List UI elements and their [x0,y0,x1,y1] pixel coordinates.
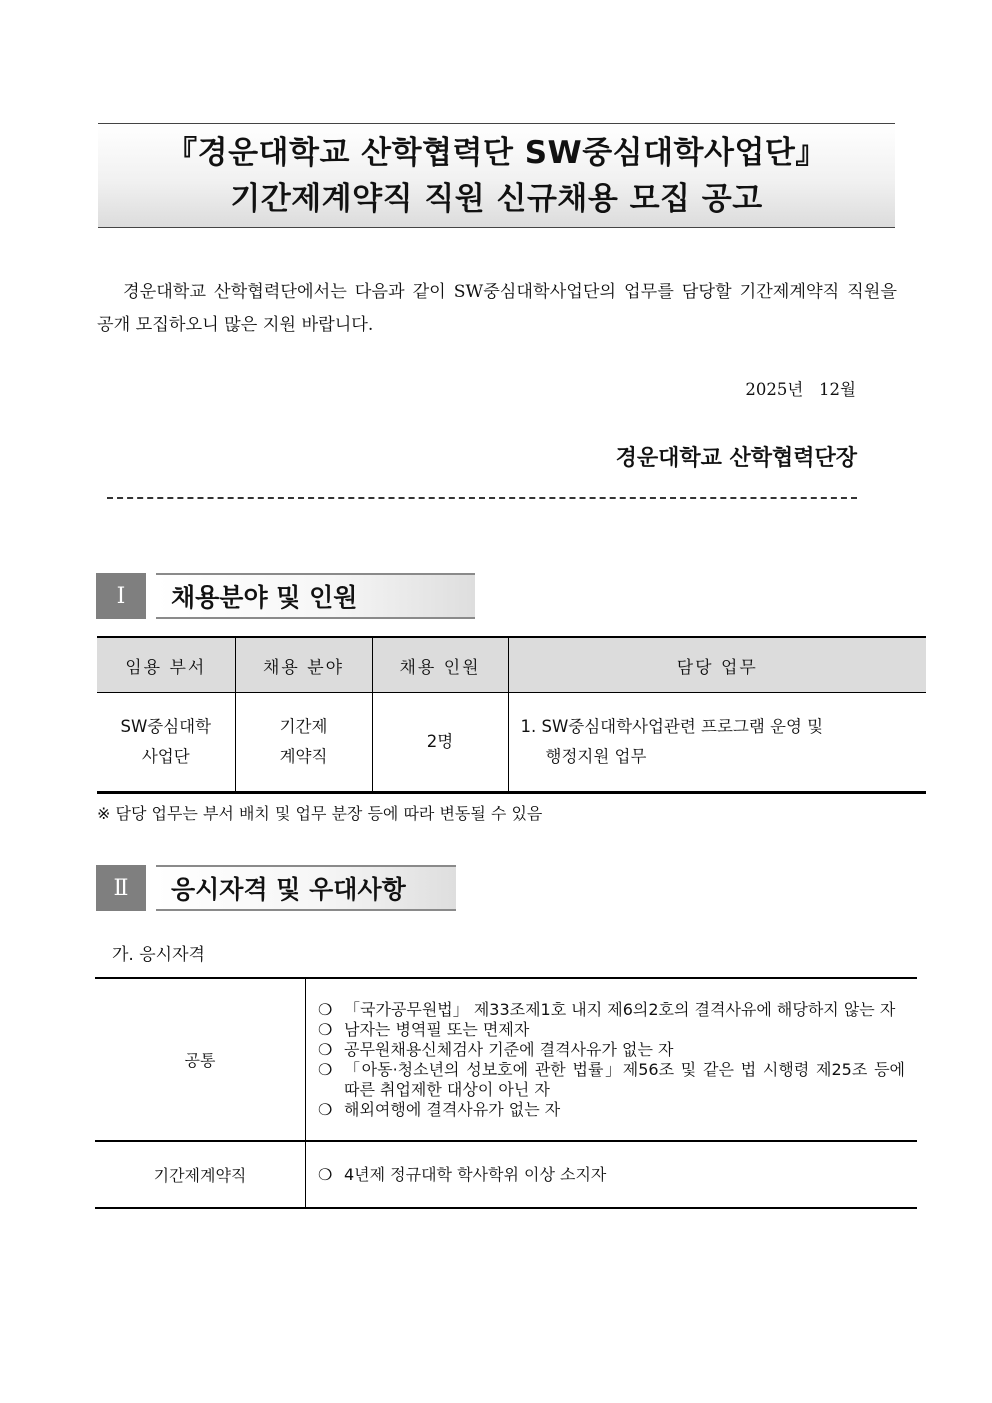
common-label: 공통 [95,978,306,1141]
department-line-2: 사업단 [141,747,190,766]
circle-bullet-icon: ❍ [318,1040,333,1059]
section-2-number: Ⅱ [96,865,146,911]
list-item: ❍ 해외여행에 결격사유가 없는 자 [318,1100,561,1119]
common-requirements [306,978,918,1141]
title-line-2: 기간제계약직 직원 신규채용 모집 공고 [230,180,763,217]
document-title-box [98,123,895,228]
department-line-1: SW중심대학 [120,717,212,736]
duty-line-1: 1. SW중심대학사업관련 프로그램 운영 및 [520,717,824,736]
circle-bullet-icon: ❍ [318,1060,333,1079]
list-item: ❍ 4년제 정규대학 학사학위 이상 소지자 [318,1165,607,1184]
list-item: ❍ 공무원채용신체검사 기준에 결격사유가 없는 자 [318,1040,674,1059]
announcement-date: 2025년 12월 [745,380,856,399]
circle-bullet-icon: ❍ [318,1165,333,1184]
table-row [97,693,926,793]
contract-label: 기간제계약직 [95,1141,306,1208]
list-item: ❍ 「아동·청소년의 성보호에 관한 법률」제56조 및 같은 법 시행령 제25조 등에 따른 취업제한 대상이 아닌 자 [318,1060,905,1099]
intro-paragraph: 경운대학교 산학협력단에서는 다음과 같이 SW중심대학사업단의 업무를 담당할 기간제계약직 직원을 공개 모집하오니 많은 지원 바랍니다. [97,282,897,335]
contract-requirements [306,1141,918,1208]
field-line-2: 계약직 [279,747,328,766]
eligibility-table [95,977,917,1209]
eligibility-subheading: 가. 응시자격 [112,945,205,965]
header-duty: 담당 업무 [508,637,926,693]
recruitment-table [97,636,926,794]
header-count: 채용 인원 [372,637,508,693]
common-requirement-list [318,1000,905,1120]
title-line-1: 『경운대학교 산학협력단 SW중심대학사업단』 [166,134,827,171]
circle-bullet-icon: ❍ [318,1100,333,1119]
cell-department [97,693,235,793]
table-row [95,978,917,1141]
cell-duty [508,693,926,793]
field-line-1: 기간제 [279,717,328,736]
list-item: ❍ 「국가공무원법」 제33조제1호 내지 제6의2호의 결격사유에 해당하지 않는 자 [318,1000,896,1019]
header-department: 임용 부서 [97,637,235,693]
table-row [95,1141,917,1208]
cell-count: 2명 [372,693,508,793]
duty-change-note: ※ 담당 업무는 부서 배치 및 업무 분장 등에 따라 변동될 수 있음 [97,804,543,823]
section-2-heading: 응시자격 및 우대사항 [156,865,456,911]
header-field: 채용 분야 [235,637,372,693]
dashed-divider [107,497,857,499]
circle-bullet-icon: ❍ [318,1000,333,1019]
list-item: ❍ 남자는 병역필 또는 면제자 [318,1020,530,1039]
issuing-organization: 경운대학교 산학협력단장 [615,445,857,471]
circle-bullet-icon: ❍ [318,1020,333,1039]
table-header-row [97,637,926,693]
duty-line-2: 행정지원 업무 [545,747,647,766]
section-1-heading: 채용분야 및 인원 [156,573,475,619]
section-1-number: Ⅰ [96,573,146,619]
cell-field [235,693,372,793]
